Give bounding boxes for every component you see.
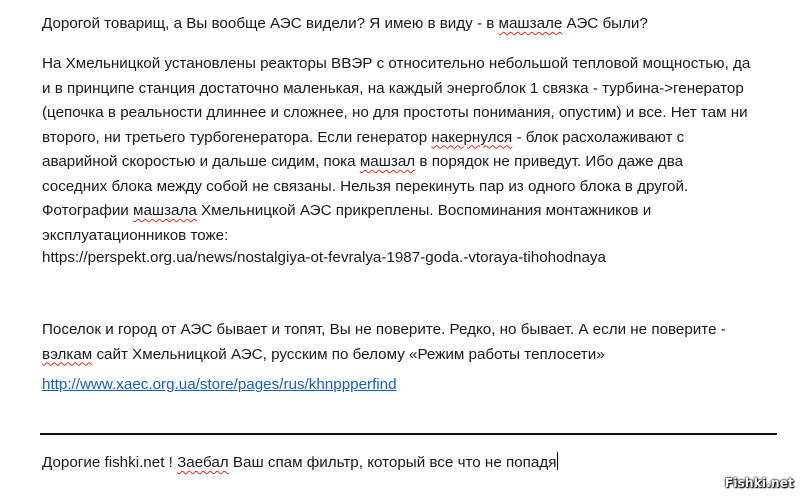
opening-question: Дорогой товарищ, а Вы вообще АЭС видели? Я имею в виду - в машзале АЭС были? <box>42 15 648 32</box>
misspelled-word: машзал <box>359 153 416 170</box>
hyperlink-paragraph <box>42 373 782 398</box>
misspelled-word: накернулся <box>431 128 513 146</box>
misspelled-word: Заебал <box>177 454 229 471</box>
misspelled-word: вэлкам <box>42 345 93 363</box>
xaec-hyperlink[interactable]: http://www.xaec.org.ua/store/pages/rus/khnppperfind <box>42 376 397 393</box>
heating-paragraph: Поселок и город от АЭС бывает и топят, Вы не поверите. Редко, но бывает. А если не поверите - вэлкам сайт Хмельницкой АЭС, русским по белому «Режим работы теплосети» <box>42 321 726 363</box>
explanation-paragraph: На Хмельницкой установлены реакторы ВВЭР с относительно небольшой тепловой мощностью, да и в принципе станция достаточно маленькая, на каждый энергоблок 1 связка - турбина->генератор (цепочка в реальности длиннее и сложнее, но для простоты понимания, опустим) и все. Нет там ни второго, ни третьего турбогенератора. Если генератор накернулся - блок расхолаживают с аварийной скоростью и дальше сидим, пока машзал в порядок не приведут. Ибо даже два соседних блока между собой не связаны. Нельзя перекинуть пар из одного блока в другой. Фотографии машзала Хмельницкой АЭС прикреплены. Воспоминания монтажников и эксплуатационников тоже: <box>42 55 751 244</box>
horizontal-rule <box>40 433 777 435</box>
misspelled-word: машзале <box>498 15 563 32</box>
site-watermark: Fishki.net <box>724 476 794 490</box>
text-cursor <box>557 452 558 470</box>
url-text: https://perspekt.org.ua/news/nostalgiya-ot-fevralya-1987-goda.-vtoraya-tihohodnaya <box>42 249 606 266</box>
editing-line[interactable]: Дорогие fishki.net ! Заебал Ваш спам фильтр, который все что не попадя <box>42 454 557 471</box>
misspelled-word: машзала <box>133 202 197 219</box>
